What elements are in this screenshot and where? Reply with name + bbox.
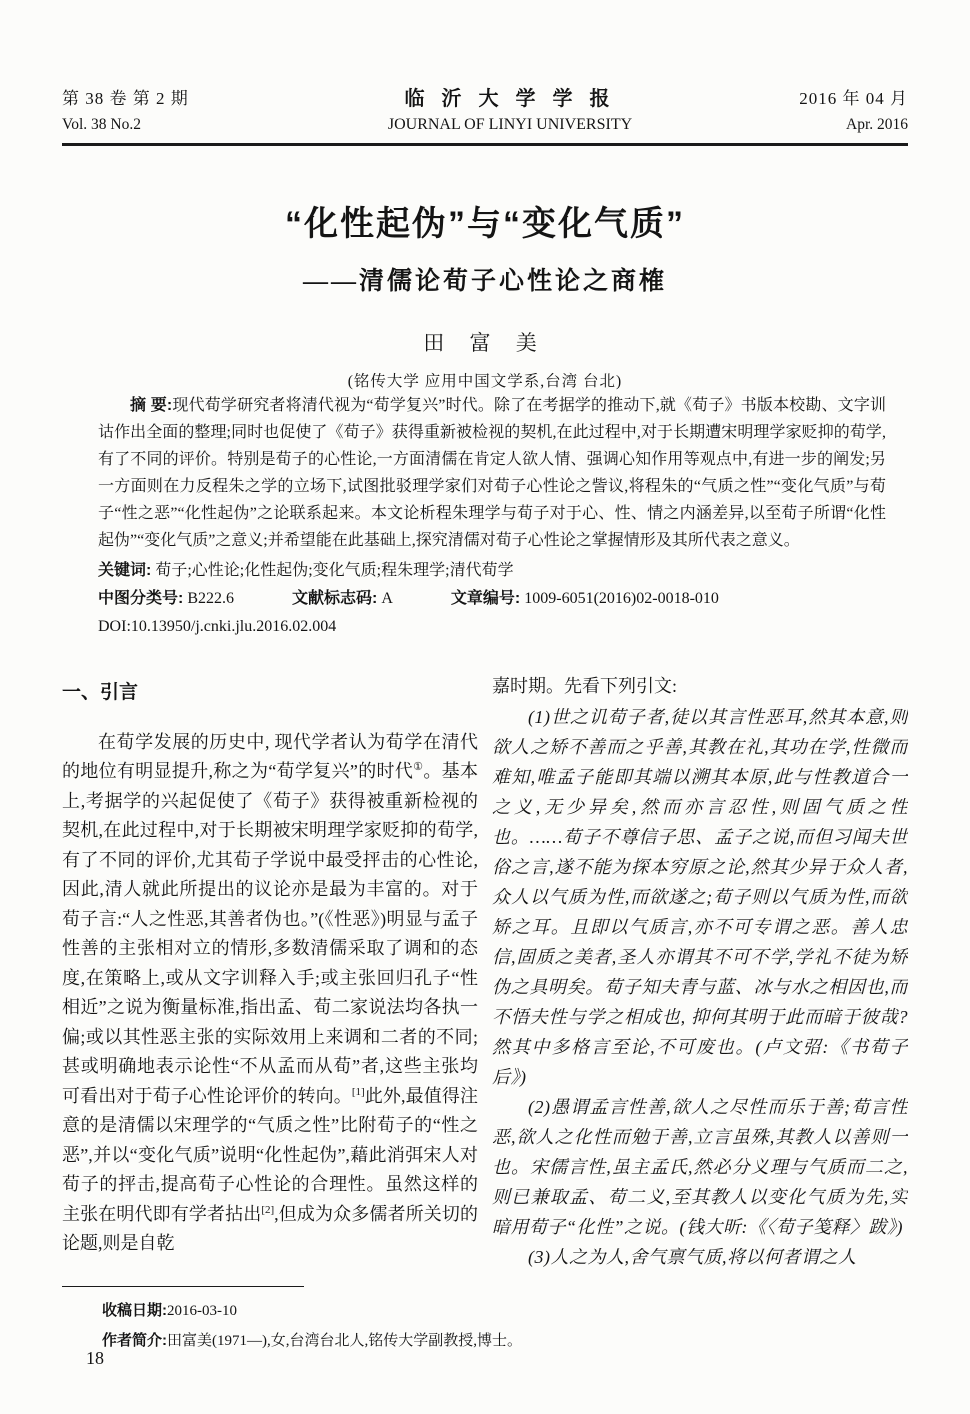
author-bio-label: 作者简介:	[102, 1332, 167, 1349]
abstract-text: 现代荀学研究者将清代视为“荀学复兴”时代。除了在考据学的推动下,就《荀子》书版本校勘、文字训诂作出全面的整理;同时也促使了《荀子》获得重新被检视的契机,在此过程中,对于长期遭宋明理学家贬抑的荀学,有了不同的评价。特别是荀子的心性论,一方面清儒在肯定人欲人情、强调心知作用等观点中,有进一步的阐发;另一方面则在力反程朱之学的立场下,试图批驳理学家们对荀子心性论之訾议,将程朱的“气质之性”“变化气质”与荀子“性之恶”“化性起伪”之论联系起来。本文论析程朱理学与荀子对于心、性、情之内涵差异,以至荀子所谓“化性起伪”“变化气质”之意义;并希望能在此基础上,探究清儒对荀子心性论之掌握情形及其所代表之意义。	[98, 397, 886, 549]
clc-pair	[98, 585, 234, 612]
author-bio-line	[102, 1326, 862, 1356]
journal-name-cn: 临 沂 大 学 学 报	[404, 88, 616, 110]
issue-date-block	[738, 86, 908, 138]
text-segment: 在荀学发展的历史中, 现代学者认为荀学在清代的地位有明显提升,称之为“荀学复兴”的时代	[62, 731, 478, 781]
title-block	[0, 196, 970, 391]
header-divider	[62, 143, 908, 146]
received-date-label: 收稿日期:	[102, 1302, 167, 1319]
keywords-text: 荀子;心性论;化性起伪;变化气质;程朱理学;清代荀学	[155, 562, 514, 579]
continuation-text: 嘉时期。先看下列引文:	[492, 676, 677, 696]
doi-line: DOI:10.13950/j.cnki.jlu.2016.02.004	[98, 618, 337, 635]
footnote-marker: ①	[413, 761, 424, 773]
volume-issue-cn: 第 38 卷 第 2 期	[62, 89, 189, 108]
left-column	[62, 672, 478, 1294]
abstract-block	[98, 392, 886, 640]
article-id-label: 文章编号:	[450, 590, 521, 607]
article-id-pair	[451, 585, 719, 612]
clc-label: 中图分类号:	[98, 590, 184, 607]
doc-code-pair	[292, 585, 393, 612]
text-segment: 此外,最值得注意的是清儒以宋理学的“气质之性”比附荀子的“性之恶”,并以“变化气质”说明“化性起伪”,藉此消弭宋人对荀子的抨击,提高荀子心性论的合理性。虽然这样的主张在明代即有学者拈出	[62, 1085, 479, 1224]
article-id-value: 1009-6051(2016)02-0018-010	[524, 590, 719, 607]
quotation-2: (2)愚谓孟言性善,欲人之尽性而乐于善;荀言性恶,欲人之化性而勉于善,立言虽殊,其教人以善则一也。宋儒言性,虽主孟氏,然必分义理与气质而二之,则已兼取孟、荀二义,至其教人以变化气质为先,实暗用荀子“化性”之说。(钱大昕:《〈荀子笺释〉跋》)	[492, 1096, 908, 1237]
article-title: “化性起伪”与“变化气质”	[285, 205, 685, 243]
doc-code-label: 文献标志码:	[292, 590, 378, 607]
journal-name-block	[282, 86, 738, 138]
abstract-paragraph	[98, 392, 886, 554]
quotation-1: (1)世之讥荀子者,徒以其言性恶耳,然其本意,则欲人之矫不善而之乎善,其教在礼,其功在学,性微而难知,唯孟子能即其端以溯其本原,此与性教道合一之义,无少异矣,然而亦言忍性,则固气质之性也。……荀子不尊信子思、孟子之说,而但习闻夫世俗之言,遂不能为探本穷原之论,然其少异于众人者,众人以气质为性,而欲遂之;荀子则以气质为性,而欲矫之耳。且即以气质言,亦不可专谓之恶。善人忠信,固质之美者,圣人亦谓其不可不学,学礼不徒为矫伪之具明矣。荀子知夫青与蓝、冰与水之相因也,而不悟夫性与学之相成也, 抑何其明于此而暗于彼哉? 然其中多格言至论,不可废也。(卢文弨:《书荀子后》)	[492, 706, 908, 1087]
footnote-divider	[62, 1286, 304, 1287]
issue-date-cn: 2016 年 04 月	[799, 89, 908, 108]
footer-block	[102, 1296, 862, 1356]
citation-marker: [2]	[261, 1203, 275, 1216]
intro-paragraph	[62, 728, 478, 1259]
text-segment: 。基本上,考据学的兴起促使了《荀子》获得被重新检视的契机,在此过程中,对于长期被宋明理学家贬抑的荀学,有了不同的评价,尤其荀子学说中最受抨击的心性论,因此,清人就此所提出的议论亦是最为丰富的。对于荀子言:“人之性恶,其善者伪也。”(《性恶》)明显与孟子性善的主张相对立的情形,多数清儒采取了调和的态度,在策略上,或从文字训释入手;或主张回归孔子“性相近”之说为衡量标准,指出孟、荀二家说法均各执一偏;或以其性恶主张的实际效用上来调和二者的不同;甚或明确地表示论性“不从孟而从荀”者,这些主张均可看出对于荀子心性论评价的转向。	[62, 761, 478, 1106]
journal-header	[62, 86, 908, 138]
text-segment: ,但成为众多儒者所关切的论题,则是自乾	[62, 1203, 479, 1253]
clc-value: B222.6	[187, 590, 235, 607]
article-body	[62, 672, 908, 1294]
keywords-line	[98, 557, 886, 584]
author-affiliation: (铭传大学 应用中国文学系,台湾 台北)	[347, 373, 623, 390]
author-bio-value: 田富美(1971—),女,台湾台北人,铭传大学副教授,博士。	[167, 1333, 522, 1349]
keywords-label: 关键词:	[98, 562, 152, 579]
quotation-3: (3)人之为人,舍气禀气质,将以何者谓之人	[528, 1246, 857, 1267]
page-number: 18	[86, 1348, 104, 1368]
received-date-value: 2016-03-10	[167, 1303, 237, 1319]
issue-date-en: Apr. 2016	[846, 116, 908, 133]
volume-issue-block	[62, 86, 282, 138]
article-subtitle: ——清儒论荀子心性论之商榷	[302, 268, 667, 295]
volume-issue-en: Vol. 38 No.2	[62, 116, 141, 133]
received-date-line	[102, 1296, 862, 1326]
classification-line	[98, 585, 886, 612]
doc-code-value: A	[381, 590, 393, 607]
author-name: 田 富 美	[423, 331, 547, 355]
journal-name-en: JOURNAL OF LINYI UNIVERSITY	[387, 116, 633, 133]
abstract-label: 摘 要:	[130, 397, 173, 414]
right-column	[492, 672, 908, 1294]
section-heading: 一、引言	[62, 682, 139, 703]
citation-marker: [1]	[351, 1085, 365, 1098]
